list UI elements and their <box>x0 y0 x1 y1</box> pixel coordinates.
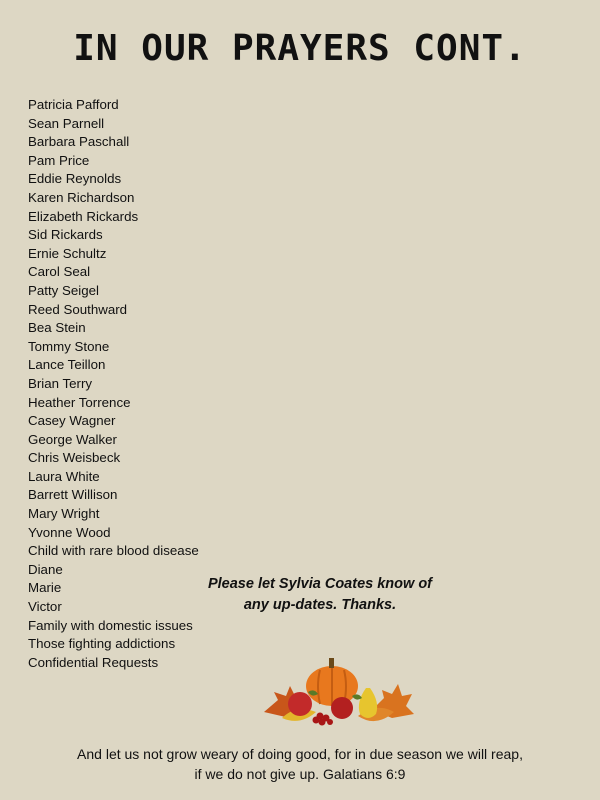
list-item: Reed Southward <box>28 301 128 317</box>
list-item: George Walker <box>28 431 117 447</box>
list-item: Mary Wright <box>28 506 100 522</box>
update-note-line: Please let Sylvia Coates know of <box>207 576 433 592</box>
list-item: Sean Parnell <box>28 115 105 131</box>
list-item: Barbara Paschall <box>28 134 130 150</box>
update-note-line: any up-dates. Thanks. <box>243 597 397 613</box>
red-apple-left <box>288 692 312 716</box>
list-item: Eddie Reynolds <box>28 171 122 187</box>
verse-line: And let us not grow weary of doing good, for in due season we will reap, <box>77 746 523 762</box>
list-item: Those fighting addictions <box>28 636 176 652</box>
list-item: Chris Weisbeck <box>28 450 121 466</box>
list-item: Marie <box>28 580 62 596</box>
list-item: Pam Price <box>28 152 90 168</box>
list-item: Victor <box>28 599 62 615</box>
list-item: Tommy Stone <box>28 338 110 354</box>
update-note <box>160 574 480 616</box>
list-item: Barrett Willison <box>28 487 118 503</box>
list-item: Carol Seal <box>28 264 91 280</box>
scripture-verse <box>0 744 600 784</box>
autumn-harvest-illustration <box>260 652 416 730</box>
list-item: Brian Terry <box>28 375 93 391</box>
list-item: Laura White <box>28 468 100 484</box>
list-item: Diane <box>28 561 63 577</box>
list-item: Confidential Requests <box>28 654 159 670</box>
list-item: Yvonne Wood <box>28 524 111 540</box>
list-item: Child with rare blood disease <box>28 543 199 559</box>
list-item: Lance Teillon <box>28 357 106 373</box>
list-item: Ernie Schultz <box>28 245 107 261</box>
red-apple-center <box>331 697 353 719</box>
list-item: Patty Seigel <box>28 282 99 298</box>
list-item: Elizabeth Rickards <box>28 208 139 224</box>
list-item: Family with domestic issues <box>28 617 193 633</box>
list-item: Patricia Pafford <box>28 97 119 112</box>
page-title: IN OUR PRAYERS CONT. <box>73 28 527 69</box>
list-item: Karen Richardson <box>28 189 135 205</box>
yellow-pear <box>359 688 377 718</box>
list-item: Bea Stein <box>28 320 86 336</box>
verse-line: if we do not give up. Galatians 6:9 <box>194 766 406 782</box>
list-item: Casey Wagner <box>28 413 116 429</box>
pumpkin-stem <box>329 658 334 668</box>
list-item: Sid Rickards <box>28 227 103 243</box>
list-item: Heather Torrence <box>28 394 131 410</box>
